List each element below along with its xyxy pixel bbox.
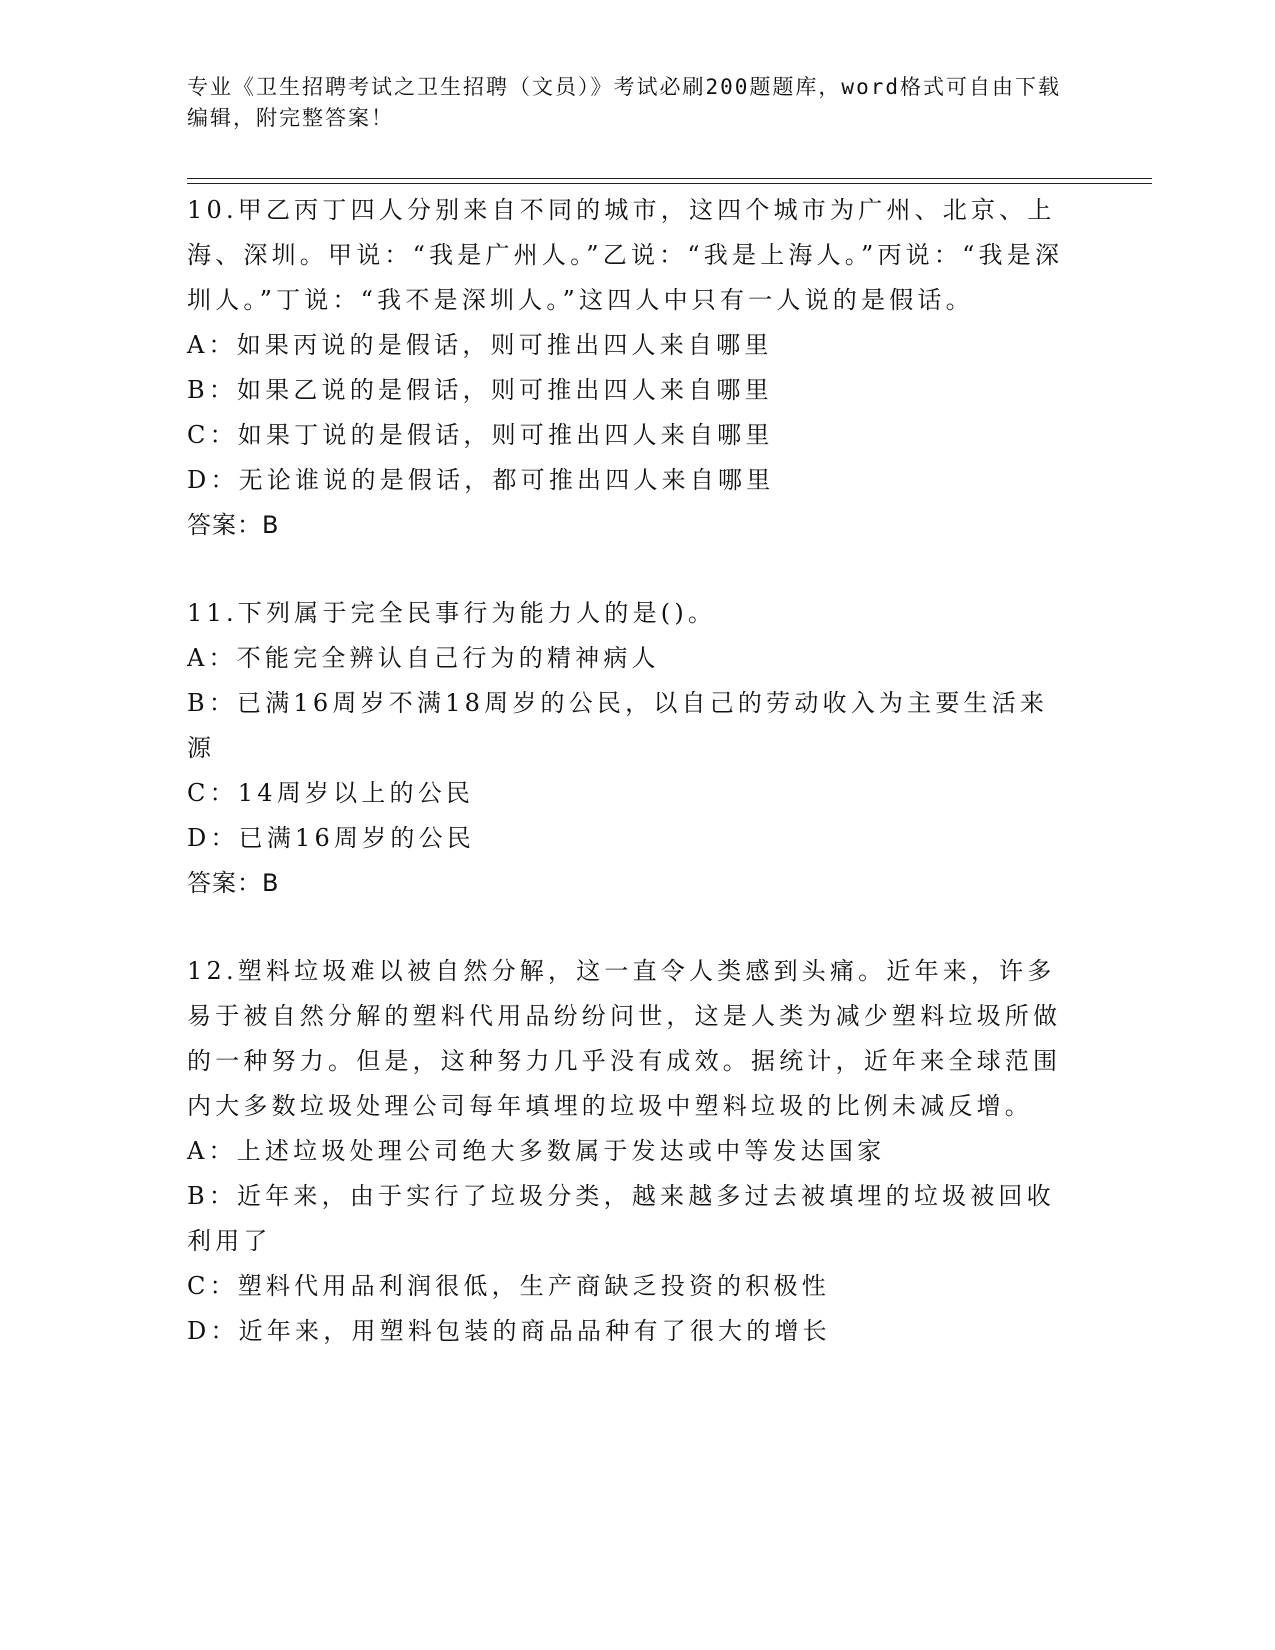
option-a: A：上述垃圾处理公司绝大多数属于发达或中等发达国家 [187, 1137, 886, 1165]
question-12 [187, 949, 1067, 1354]
option-d: D：近年来，用塑料包装的商品品种有了很大的增长 [187, 1317, 831, 1345]
header-divider [187, 178, 1152, 184]
question-stem: 12.塑料垃圾难以被自然分解，这一直令人类感到头痛。近年来，许多易于被自然分解的塑料代用品纷纷问世，这是人类为减少塑料垃圾所做的一种努力。但是，这种努力几乎没有成效。据统计，近年来全球范围内大多数垃圾处理公司每年填埋的垃圾中塑料垃圾的比例未减反增。 [187, 957, 1062, 1120]
option-d: D：已满16周岁的公民 [187, 824, 475, 852]
document-header [187, 72, 1067, 134]
question-stem: 10.甲乙丙丁四人分别来自不同的城市，这四个城市为广州、北京、上海、深圳。甲说：“我是广州人。”乙说：“我是上海人。”丙说：“我是深圳人。”丁说：“我不是深圳人。”这四人中只有一人说的是假话。 [187, 196, 1064, 314]
question-10 [187, 188, 1067, 548]
option-c: C：塑料代用品利润很低，生产商缺乏投资的积极性 [187, 1272, 830, 1300]
header-text: 专业《卫生招聘考试之卫生招聘（文员）》考试必刷200题题库，word格式可自由下载编辑，附完整答案！ [187, 75, 1061, 130]
option-d: D：无论谁说的是假话，都可推出四人来自哪里 [187, 466, 775, 494]
option-b: B：如果乙说的是假话，则可推出四人来自哪里 [187, 376, 773, 404]
answer-label: 答案：B [187, 869, 280, 897]
option-b: B：近年来，由于实行了垃圾分类，越来越多过去被填埋的垃圾被回收利用了 [187, 1182, 1055, 1255]
answer-label: 答案：B [187, 511, 280, 539]
question-list [187, 188, 1067, 1397]
option-a: A：不能完全辨认自己行为的精神病人 [187, 644, 660, 672]
option-b: B：已满16周岁不满18周岁的公民，以自己的劳动收入为主要生活来源 [187, 689, 1049, 762]
option-a: A：如果丙说的是假话，则可推出四人来自哪里 [187, 331, 773, 359]
question-stem: 11.下列属于完全民事行为能力人的是()。 [187, 599, 717, 627]
option-c: C：如果丁说的是假话，则可推出四人来自哪里 [187, 421, 774, 449]
question-11 [187, 591, 1067, 906]
option-c: C：14周岁以上的公民 [187, 779, 475, 807]
